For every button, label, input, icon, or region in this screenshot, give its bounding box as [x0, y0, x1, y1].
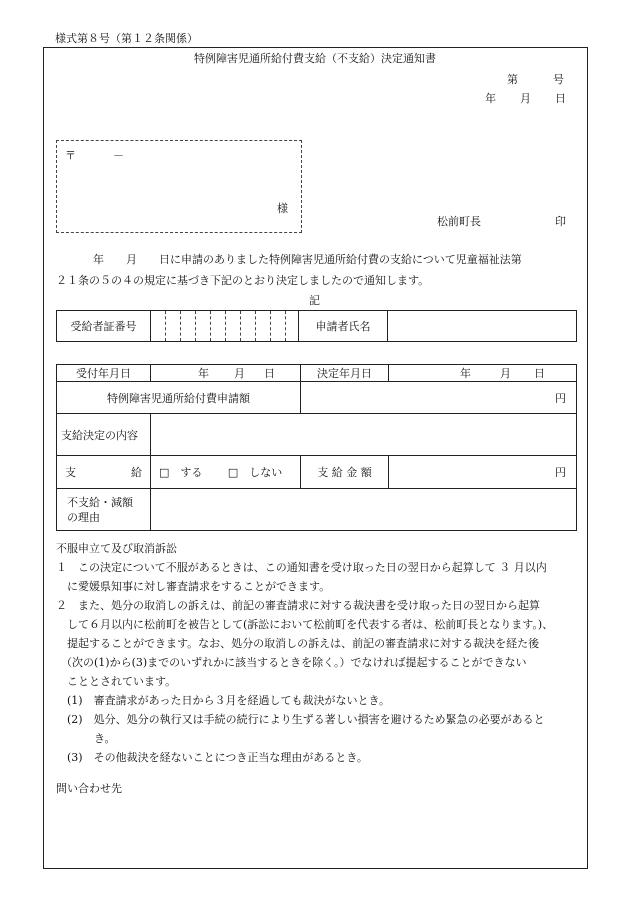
decision-content-label: 支給決定の内容 — [57, 414, 151, 456]
doc-number-prefix: 第 — [507, 73, 518, 86]
reason-label-line-1: 不支給・減額 — [67, 495, 133, 509]
appeal-heading: 不服申立て及び取消訴訟 — [56, 542, 177, 555]
document-title: 特例障害児通所給付費支給（不支給）決定通知書 — [194, 52, 436, 65]
payment-amount-field[interactable] — [389, 456, 577, 489]
decision-date-field[interactable] — [389, 365, 577, 382]
payment-label — [57, 456, 151, 489]
applicant-name-label: 申請者氏名 — [299, 311, 388, 342]
recipient-number-digit[interactable] — [241, 311, 256, 342]
postal-mark: 〒 — [65, 149, 76, 162]
claim-amount-yen: 円 — [555, 391, 566, 405]
received-date-year: 年 — [198, 367, 209, 380]
appeal-p2-line-4: （次の(1)から(3)までのいずれかに該当するときを除く。）でなければ提起することができない — [61, 656, 527, 669]
appeal-item-1: (1) 審査請求があった日から３月を経過しても裁決がないとき。 — [67, 694, 391, 707]
decision-date-year: 年 — [460, 367, 471, 380]
decision-content-field[interactable] — [151, 414, 577, 456]
payment-label-char-1: 支 — [65, 466, 76, 479]
recipient-number-digit[interactable] — [166, 311, 181, 342]
decision-date-month: 月 — [500, 367, 511, 380]
issue-date-month: 月 — [520, 92, 531, 105]
issuer-name: 松前町長 — [437, 215, 481, 228]
appeal-p1-line-1: １ この決定について不服があるときは、この通知書を受け取った日の翌日から起算して ３ 月以内 — [56, 561, 547, 574]
received-date-field[interactable] — [151, 365, 301, 382]
payment-amount-label: 支 給 金 額 — [301, 456, 389, 489]
reason-label — [57, 489, 151, 531]
payment-amount-yen: 円 — [555, 466, 566, 479]
appeal-p1-line-2: に愛媛県知事に対し審査請求をすることができます。 — [67, 580, 331, 593]
received-date-month: 月 — [234, 367, 245, 380]
issue-date-year: 年 — [485, 92, 496, 105]
issuer-seal: 印 — [555, 215, 566, 228]
decision-date-day: 日 — [534, 367, 545, 380]
option-dont-checkbox[interactable]: □ しない — [227, 466, 283, 479]
appeal-item-2-line-2: き。 — [94, 732, 116, 745]
recipient-number-digit[interactable] — [256, 311, 271, 342]
appeal-p2-line-1: ２ また、処分の取消しの訴えは、前記の審査請求に対する裁決書を受け取った日の翌日から起算 — [56, 599, 540, 612]
recipient-number-digit[interactable] — [151, 311, 166, 342]
doc-number-suffix: 号 — [553, 73, 564, 86]
recipient-number-digit[interactable] — [271, 311, 286, 342]
appeal-p2-line-2: して６月以内に松前町を被告として(訴訟において松前町を代表する者は、松前町長となります。)、 — [67, 618, 554, 631]
payment-label-char-2: 給 — [131, 466, 142, 479]
intro-line-2: ２１条の５の４の規定に基づき下記のとおり決定しましたので通知します。 — [56, 274, 430, 287]
received-date-label: 受付年月日 — [57, 365, 151, 382]
recipient-number-label: 受給者証番号 — [57, 311, 151, 342]
appeal-p2-line-3: 提起することができます。なお、処分の取消しの訴えは、前記の審査請求に対する裁決を経た後 — [67, 637, 540, 650]
applicant-name-field[interactable] — [388, 311, 577, 342]
recipient-number-digit[interactable] — [196, 311, 211, 342]
claim-amount-field[interactable] — [301, 382, 577, 414]
recipient-table — [56, 310, 577, 342]
address-box — [56, 140, 302, 233]
recipient-number-digit[interactable] — [226, 311, 241, 342]
recipient-number-digit[interactable] — [181, 311, 196, 342]
intro-line-1: 年 月 日に申請のありました特例障害児通所給付費の支給について児童福祉法第 — [93, 253, 522, 266]
issue-date-day: 日 — [555, 92, 566, 105]
appeal-p2-line-5: こととされています。 — [67, 675, 177, 688]
received-date-day: 日 — [264, 367, 275, 380]
ki-heading: 記 — [309, 294, 320, 307]
option-do-checkbox[interactable]: □ する — [159, 466, 203, 479]
appeal-item-3: (3) その他裁決を経ないことにつき正当な理由があるとき。 — [67, 751, 368, 764]
claim-amount-label: 特例障害児通所給付費申請額 — [57, 382, 301, 414]
recipient-number-digit[interactable] — [211, 311, 226, 342]
appeal-item-2-line-1: (2) 処分、処分の執行又は手続の続行により生ずる著しい損害を避けるため緊急の必要があると — [67, 713, 545, 726]
postal-dash: － — [113, 149, 124, 162]
reason-label-line-2: の理由 — [67, 510, 100, 524]
contact-label: 問い合わせ先 — [56, 782, 122, 795]
form-number: 様式第８号（第１２条関係） — [55, 32, 198, 45]
honorific-sama: 様 — [277, 202, 288, 215]
recipient-number-digit[interactable] — [286, 311, 299, 342]
reason-field[interactable] — [151, 489, 577, 531]
payment-options — [151, 456, 301, 489]
decision-table — [56, 364, 577, 531]
decision-date-label: 決定年月日 — [301, 365, 389, 382]
